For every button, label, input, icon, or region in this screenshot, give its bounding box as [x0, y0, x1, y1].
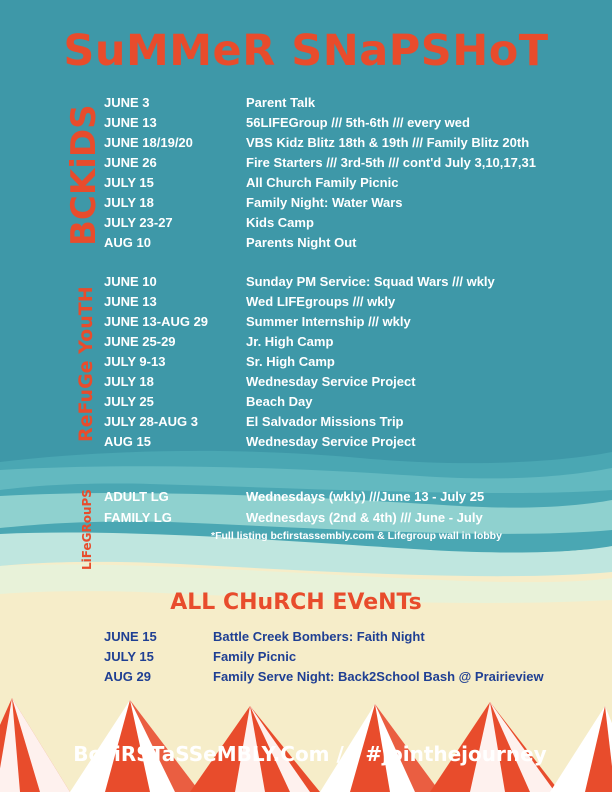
- event-date: JULY 9-13: [104, 354, 166, 369]
- event-date: JULY 15: [104, 175, 154, 190]
- youth-section-label: ReFuGe YouTH: [75, 286, 97, 442]
- kids-event-row: [104, 175, 612, 193]
- event-title: Kids Camp: [246, 215, 314, 230]
- event-title: Parents Night Out: [246, 235, 357, 250]
- event-title: Family Picnic: [213, 649, 297, 664]
- footer-website-hashtag: BcFiRSTaSSeMBLY.Com /// #jointhejourney: [73, 742, 547, 766]
- kids-event-row: [104, 195, 612, 213]
- youth-event-row: [104, 334, 612, 352]
- event-title: Battle Creek Bombers: Faith Night: [213, 629, 425, 644]
- event-title: Wednesday Service Project: [246, 434, 416, 449]
- kids-event-row: [104, 215, 612, 233]
- event-date: JUNE 15: [104, 629, 157, 644]
- event-date: JUNE 13: [104, 294, 157, 309]
- event-title: Parent Talk: [246, 95, 316, 110]
- all-church-heading: ALL CHuRCH EVeNTs: [170, 590, 422, 615]
- event-title: Wed LIFEgroups /// wkly: [246, 294, 396, 309]
- event-title: Sunday PM Service: Squad Wars /// wkly: [246, 274, 495, 289]
- event-date: AUG 29: [104, 669, 151, 684]
- youth-event-row: [104, 414, 612, 432]
- event-date: JUNE 3: [104, 95, 150, 110]
- event-date: AUG 10: [104, 235, 151, 250]
- bckids-section-label: BCKiDS: [64, 104, 104, 246]
- event-date: JULY 15: [104, 649, 154, 664]
- event-date: JULY 18: [104, 374, 154, 389]
- event-date: JUNE 13-AUG 29: [104, 314, 209, 329]
- lifegroup-footnote: *Full listing bcfirstassembly.com & Lifegroup wall in lobby: [211, 530, 502, 542]
- lifegroup-row: [104, 510, 612, 528]
- event-title: Jr. High Camp: [246, 334, 334, 349]
- event-date: JUNE 18/19/20: [104, 135, 193, 150]
- group-schedule: Wednesdays (wkly) ///June 13 - July 25: [246, 489, 485, 504]
- event-date: JULY 18: [104, 195, 154, 210]
- kids-event-row: [104, 115, 612, 133]
- event-title: Family Night: Water Wars: [246, 195, 403, 210]
- page-title: SuMMeR SNaPSHoT: [63, 26, 549, 76]
- kids-event-row: [104, 135, 612, 153]
- event-date: JULY 25: [104, 394, 154, 409]
- kids-event-row: [104, 95, 612, 113]
- youth-event-row: [104, 294, 612, 312]
- event-date: JULY 28-AUG 3: [104, 414, 198, 429]
- kids-event-row: [104, 155, 612, 173]
- lifegroup-row: [104, 489, 612, 507]
- event-date: JUNE 25-29: [104, 334, 176, 349]
- group-schedule: Wednesdays (2nd & 4th) /// June - July: [246, 510, 483, 525]
- all-church-event-row: [104, 669, 604, 687]
- all-church-event-row: [104, 629, 604, 647]
- youth-event-row: [104, 274, 612, 292]
- all-church-event-row: [104, 649, 604, 667]
- youth-event-row: [104, 314, 612, 332]
- youth-event-row: [104, 374, 612, 392]
- event-date: JULY 23-27: [104, 215, 173, 230]
- event-title: El Salvador Missions Trip: [246, 414, 404, 429]
- event-date: AUG 15: [104, 434, 151, 449]
- youth-event-row: [104, 354, 612, 372]
- event-title: 56LIFEGroup /// 5th-6th /// every wed: [246, 115, 470, 130]
- event-date: JUNE 10: [104, 274, 157, 289]
- event-title: Fire Starters /// 3rd-5th /// cont'd July 3,10,17,31: [246, 155, 536, 170]
- group-name: FAMILY LG: [104, 510, 172, 525]
- event-title: VBS Kidz Blitz 18th & 19th /// Family Blitz 20th: [246, 135, 530, 150]
- group-name: ADULT LG: [104, 489, 169, 504]
- event-date: JUNE 26: [104, 155, 157, 170]
- event-title: Sr. High Camp: [246, 354, 335, 369]
- event-title: Family Serve Night: Back2School Bash @ Prairieview: [213, 669, 544, 684]
- lifegroups-section-label: LiFeGRouPS: [80, 489, 94, 570]
- event-title: Wednesday Service Project: [246, 374, 416, 389]
- event-title: All Church Family Picnic: [246, 175, 399, 190]
- kids-event-row: [104, 235, 612, 253]
- event-title: Summer Internship /// wkly: [246, 314, 411, 329]
- event-date: JUNE 13: [104, 115, 157, 130]
- youth-event-row: [104, 434, 612, 452]
- event-title: Beach Day: [246, 394, 313, 409]
- youth-event-row: [104, 394, 612, 412]
